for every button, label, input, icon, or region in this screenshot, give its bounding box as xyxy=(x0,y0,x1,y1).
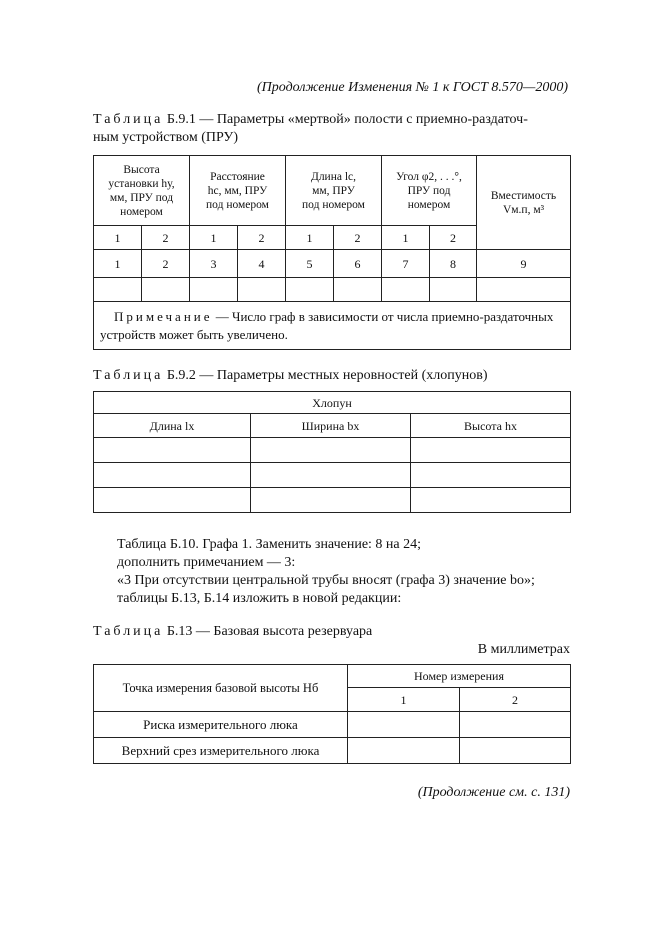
empty-cell xyxy=(348,738,460,764)
caption-text: Б.9.1 — Параметры «мертвой» полости с приемно-раздаточ- xyxy=(163,112,528,127)
caption-word: Таблица xyxy=(93,624,164,639)
subheader-cell: 1 xyxy=(94,226,142,250)
row-label: Риска измерительного люка xyxy=(94,712,348,738)
note-text: — Число граф в зависимости от числа приемно-раздаточных устройств может быть увеличено. xyxy=(100,308,554,342)
subheader-cell: 2 xyxy=(238,226,286,250)
caption-word: Таблица xyxy=(93,112,164,127)
column-number: 1 xyxy=(94,250,142,278)
subheader-cell: 2 xyxy=(430,226,477,250)
empty-cell xyxy=(94,488,251,513)
column-number: 9 xyxy=(477,250,571,278)
table-note xyxy=(94,302,571,350)
column-height: Высота hх xyxy=(411,414,571,438)
subheader-cell: 2 xyxy=(334,226,382,250)
subheader-cell: 2 xyxy=(460,688,571,712)
column-number: 7 xyxy=(382,250,430,278)
empty-cell xyxy=(348,712,460,738)
caption-text: Б.9.2 — Параметры местных неровностей (хлопунов) xyxy=(163,368,488,383)
header-point: Точка измерения базовой высоты Нб xyxy=(94,665,348,712)
caption-word: Таблица xyxy=(93,368,164,383)
table-b92 xyxy=(93,391,571,513)
amendment-line: таблицы Б.13, Б.14 изложить в новой редакции: xyxy=(117,591,402,606)
empty-cell xyxy=(142,278,190,302)
subheader-cell: 1 xyxy=(286,226,334,250)
empty-cell xyxy=(94,463,251,488)
empty-cell xyxy=(411,438,571,463)
empty-cell xyxy=(94,438,251,463)
empty-cell xyxy=(251,488,411,513)
header-length: Длина lс, мм, ПРУ под номером xyxy=(286,156,382,226)
empty-cell xyxy=(238,278,286,302)
header-angle: Угол φ2, . . .°, ПРУ под номером xyxy=(382,156,477,226)
empty-cell xyxy=(286,278,334,302)
table-b13-caption xyxy=(93,623,372,641)
empty-cell xyxy=(460,712,571,738)
empty-cell xyxy=(477,278,571,302)
empty-cell xyxy=(430,278,477,302)
subheader-cell: 1 xyxy=(382,226,430,250)
empty-cell xyxy=(411,463,571,488)
column-number: 2 xyxy=(142,250,190,278)
empty-cell xyxy=(190,278,238,302)
empty-cell xyxy=(94,278,142,302)
units-label: В миллиметрах xyxy=(477,642,570,657)
continuation-header: (Продолжение Изменения № 1 к ГОСТ 8.570—2000) xyxy=(257,80,568,95)
note-word: Примечание xyxy=(114,308,213,324)
column-number: 4 xyxy=(238,250,286,278)
table-b13 xyxy=(93,664,571,764)
column-number: 3 xyxy=(190,250,238,278)
empty-cell xyxy=(460,738,571,764)
header-height: Высота установки hу, мм, ПРУ под номером xyxy=(94,156,190,226)
amendment-line: дополнить примечанием — 3: xyxy=(117,555,296,570)
header-capacity: Вместимость Vм.п, м³ xyxy=(477,156,571,250)
empty-cell xyxy=(251,438,411,463)
subheader-cell: 2 xyxy=(142,226,190,250)
caption-text: Б.13 — Базовая высота резервуара xyxy=(163,624,373,639)
subheader-cell: 1 xyxy=(348,688,460,712)
column-number: 8 xyxy=(430,250,477,278)
table-title: Хлопун xyxy=(94,392,571,414)
row-label: Верхний срез измерительного люка xyxy=(94,738,348,764)
empty-cell xyxy=(334,278,382,302)
column-width: Ширина bх xyxy=(251,414,411,438)
amendment-line: Таблица Б.10. Графа 1. Заменить значение: 8 на 24; xyxy=(117,537,422,552)
subheader-cell: 1 xyxy=(190,226,238,250)
header-distance: Расстояние hс, мм, ПРУ под номером xyxy=(190,156,286,226)
amendment-line: «3 При отсутствии центральной трубы вносят (графа 3) значение bо»; xyxy=(117,573,535,588)
table-b92-caption xyxy=(93,367,488,385)
table-b91 xyxy=(93,155,571,350)
table-b91-caption-line2: ным устройством (ПРУ) xyxy=(93,130,238,145)
header-measurement-number: Номер измерения xyxy=(348,665,571,688)
table-b91-caption xyxy=(93,111,528,129)
continuation-footer: (Продолжение см. с. 131) xyxy=(417,785,570,800)
column-number: 6 xyxy=(334,250,382,278)
empty-cell xyxy=(382,278,430,302)
empty-cell xyxy=(411,488,571,513)
empty-cell xyxy=(251,463,411,488)
column-number: 5 xyxy=(286,250,334,278)
column-length: Длина lх xyxy=(94,414,251,438)
